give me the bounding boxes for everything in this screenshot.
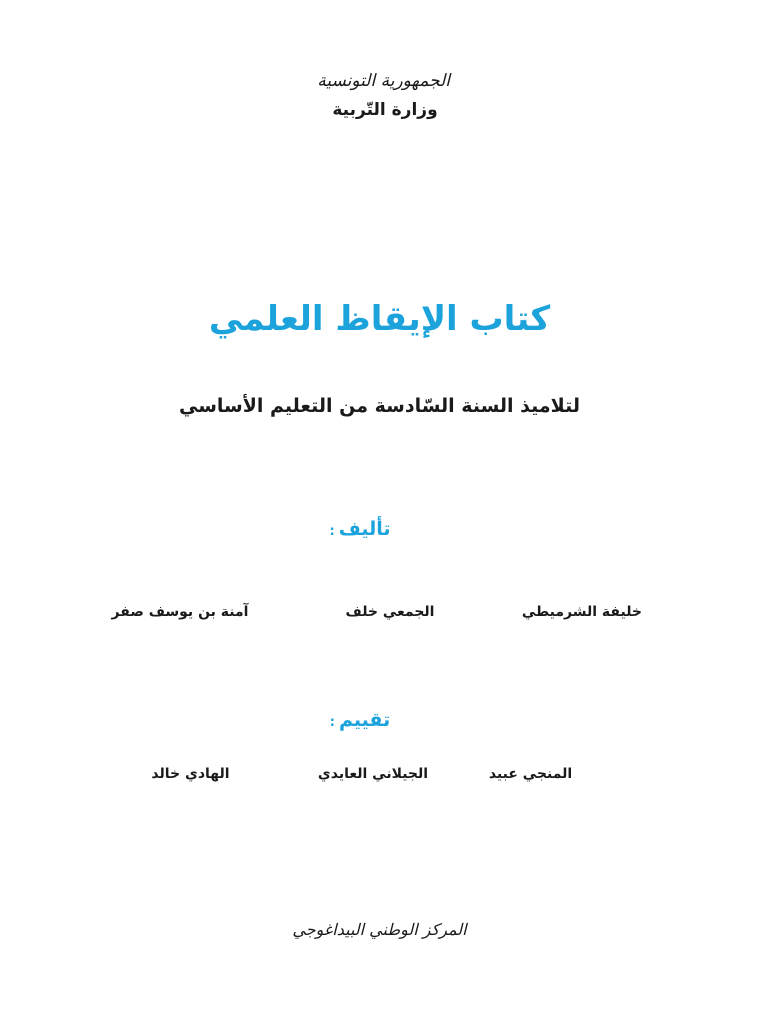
author-name-3: آمنة بن يوسف صفر	[111, 604, 249, 620]
evaluator-name-3: الهادي خالد	[151, 766, 230, 782]
author-name-1: خليفة الشرميطي	[521, 604, 642, 620]
evaluator-name-1: المنجي عبيد	[488, 766, 573, 782]
ministry-label: وزارة التّربية	[332, 100, 438, 120]
evaluation-heading	[300, 711, 420, 730]
publisher-label: المركز الوطني البيداغوجي	[292, 920, 467, 939]
evaluation-colon: :	[329, 715, 335, 730]
republic-label: الجمهورية التونسية	[317, 71, 450, 91]
book-subtitle: لتلاميذ السنة السّادسة من التعليم الأساسي	[178, 395, 580, 417]
book-title: كتاب الإيقاظ العلمي	[208, 299, 551, 339]
authoring-heading	[300, 520, 420, 539]
authoring-label: تأليف	[338, 518, 391, 540]
authoring-colon: :	[329, 524, 335, 539]
evaluator-name-2: الجيلاني العايدي	[317, 766, 429, 782]
author-name-2: الجمعي خلف	[345, 604, 435, 620]
evaluation-label: تقييم	[338, 709, 391, 731]
